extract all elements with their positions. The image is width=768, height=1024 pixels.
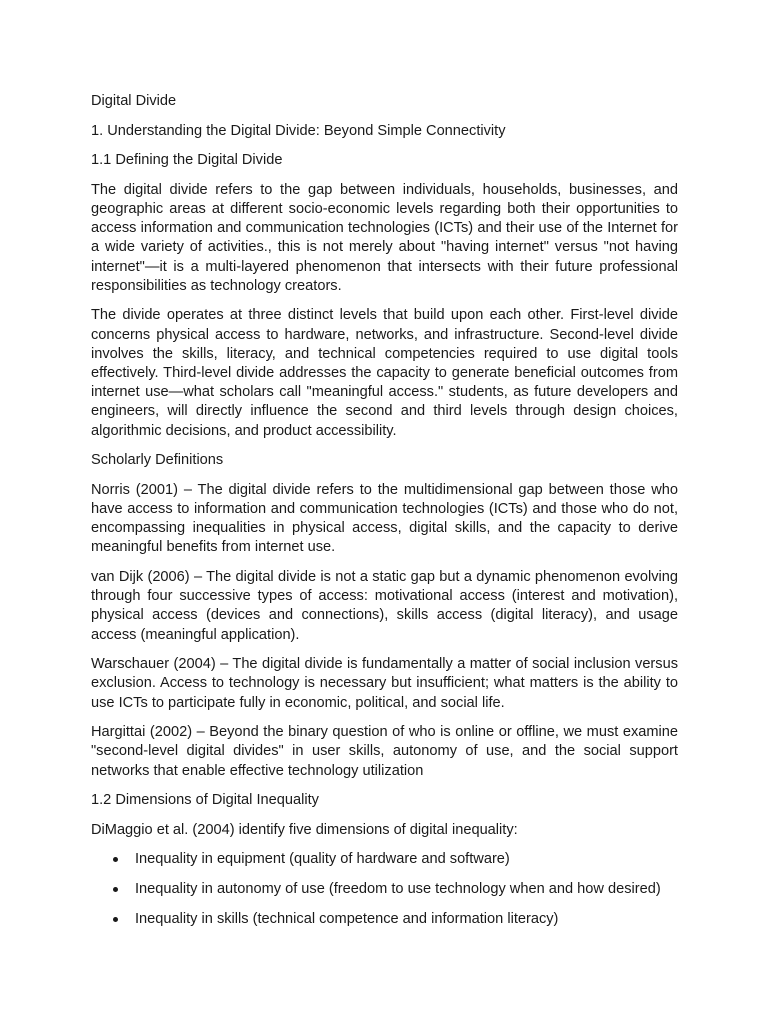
document-page	[91, 92, 678, 939]
definition-text: – Beyond the binary question of who is online or offline, we must examine "second-level digital divides" in user skills, autonomy of use, and the social support networks that enable effective technology utilization	[91, 724, 679, 779]
list-item	[91, 880, 678, 899]
definition-text: – The digital divide is fundamentally a matter of social inclusion versus exclusion. Access to technology is necessary but insufficient; what matters is the ability to use ICTs to participate fully in economic, political, and social life.	[91, 656, 679, 711]
document-title: Digital Divide	[91, 93, 177, 109]
definition-van-dijk	[91, 568, 678, 645]
section-1-heading: 1. Understanding the Digital Divide: Beyond Simple Connectivity	[91, 122, 506, 139]
definition-text: – The digital divide is not a static gap but a dynamic phenomenon evolving through four successive types of access: motivational access (interest and motivation), physical access (devices and connections), skills access (digital literacy), and usage access (meaningful application).	[91, 569, 678, 643]
definition-norris	[91, 481, 678, 558]
list-item	[91, 910, 678, 929]
definition-author: Norris (2001)	[91, 481, 178, 498]
dimensions-intro: DiMaggio et al. (2004) identify five dimensions of digital inequality:	[91, 821, 518, 838]
definition-author: Warschauer (2004)	[91, 656, 216, 673]
list-item-text: Inequality in equipment (quality of hardware and software)	[135, 851, 510, 868]
paragraph-levels: The divide operates at three distinct levels that build upon each other. First-level divide concerns physical access to hardware, networks, and infrastructure. Second-level divide involves the skills, literacy, and technical competencies required to use digital tools effectively. Third-level divide addresses the capacity to generate beneficial outcomes from internet use—what scholars call "meaningful access." students, as future developers and engineers, will directly influence the second and third levels through design choices, algorithmic decisions, and product accessibility.	[91, 307, 678, 439]
paragraph-definition: The digital divide refers to the gap between individuals, households, businesses, and geographic areas at different socio-economic levels regarding both their opportunities to access information and communication technologies (ICTs) and their use of the Internet for a wide variety of activities., this is not merely about "having internet" versus "not having internet"—it is a multi-layered phenomenon that intersects with their future professional responsibilities as technology creators.	[91, 181, 678, 294]
definition-hargittai	[91, 723, 678, 781]
definition-text: – The digital divide refers to the multidimensional gap between those who have access to information and communication technologies (ICTs) and those who do not, encompassing inequalities in physical access, digital skills, and the capacity to derive meaningful benefits from internet use.	[91, 481, 678, 556]
bullet-icon	[113, 857, 118, 862]
list-item-text: Inequality in skills (technical competence and information literacy)	[135, 910, 559, 927]
bullet-icon	[113, 887, 118, 892]
dimensions-list	[91, 850, 678, 928]
definition-author: Hargittai (2002)	[91, 724, 193, 741]
scholarly-definitions-heading: Scholarly Definitions	[91, 452, 224, 469]
definition-warschauer	[91, 655, 678, 713]
section-1-1-heading: 1.1 Defining the Digital Divide	[91, 152, 283, 169]
list-item-text: Inequality in autonomy of use (freedom to use technology when and how desired)	[135, 880, 661, 897]
section-1-2-heading: 1.2 Dimensions of Digital Inequality	[91, 792, 319, 809]
list-item	[91, 850, 678, 869]
bullet-icon	[113, 917, 118, 922]
definition-author: van Dijk (2006)	[91, 569, 190, 585]
